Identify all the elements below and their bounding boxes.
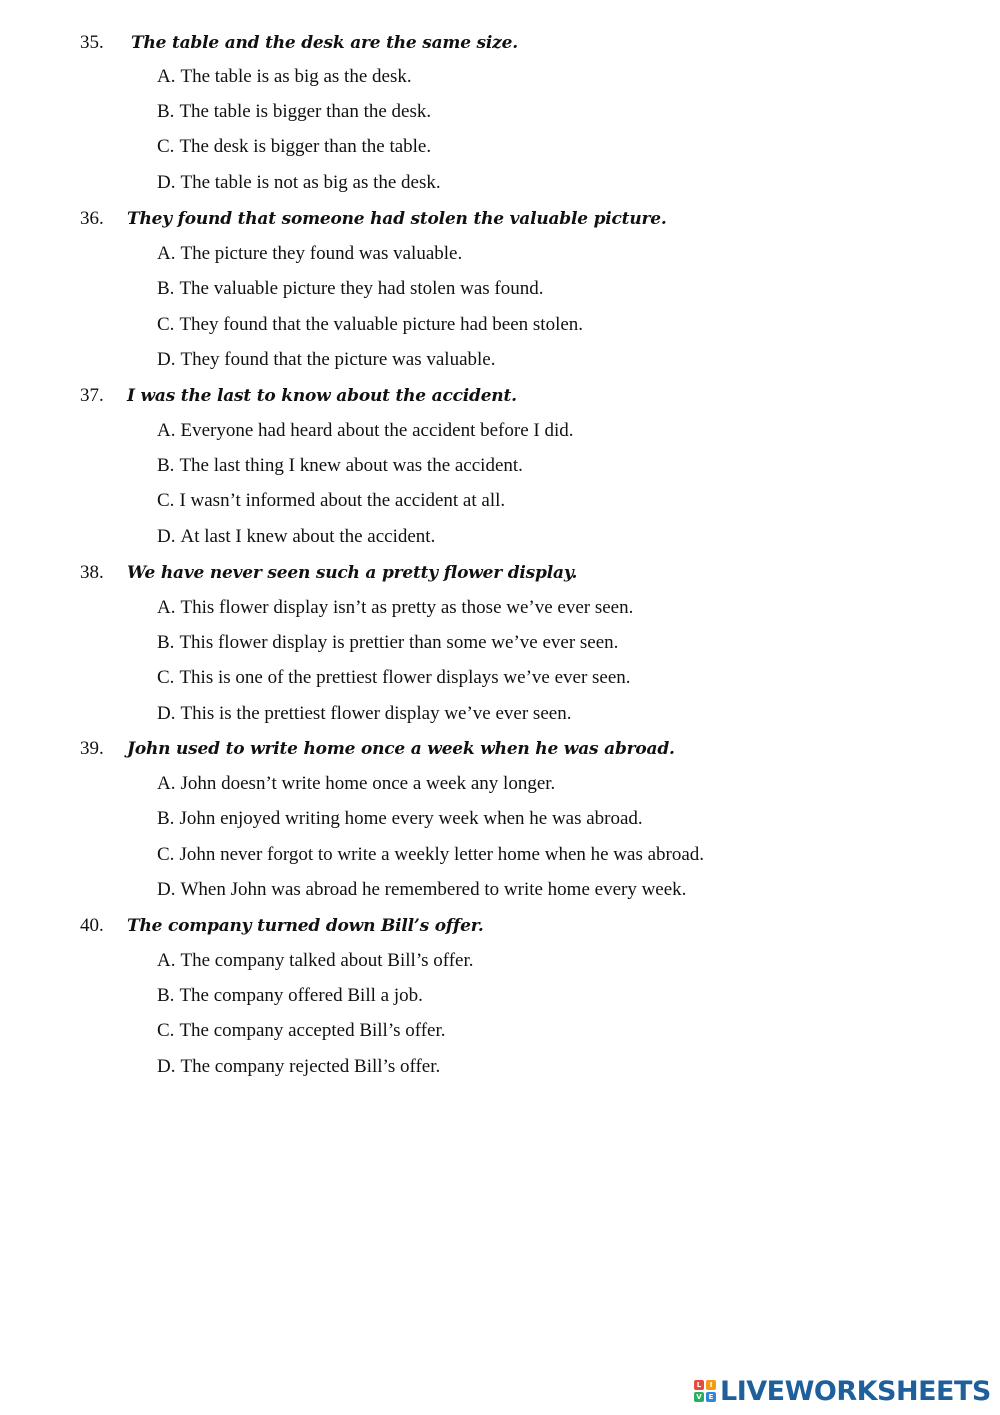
option-letter: D. — [157, 1056, 176, 1077]
option-letter: D. — [157, 349, 176, 370]
option-a[interactable] — [157, 950, 474, 972]
option-b[interactable] — [157, 101, 431, 123]
option-b[interactable] — [157, 278, 544, 300]
option-letter: B. — [157, 455, 175, 476]
watermark-text: LIVEWORKSHEETS — [720, 1375, 991, 1407]
option-letter: C. — [157, 136, 175, 157]
option-letter: A. — [157, 773, 176, 794]
liveworksheets-logo-icon — [694, 1380, 716, 1402]
option-text: The company accepted Bill’s offer. — [179, 1020, 446, 1041]
option-letter: D. — [157, 879, 176, 900]
option-text: The company talked about Bill’s offer. — [180, 950, 474, 971]
option-text: The picture they found was valuable. — [180, 243, 463, 264]
option-letter: B. — [157, 808, 175, 829]
option-d[interactable] — [157, 172, 441, 194]
logo-cell: I — [706, 1380, 716, 1390]
question-stem: The table and the desk are the same size. — [131, 33, 518, 53]
option-c[interactable] — [157, 490, 505, 512]
option-letter: B. — [157, 985, 175, 1006]
question-stem: They found that someone had stolen the valuable picture. — [127, 209, 667, 229]
question-stem: The company turned down Bill’s offer. — [127, 916, 484, 936]
option-letter: C. — [157, 490, 175, 511]
option-letter: C. — [157, 667, 175, 688]
option-letter: C. — [157, 314, 175, 335]
option-letter: A. — [157, 950, 176, 971]
option-text: The table is not as big as the desk. — [180, 172, 441, 193]
option-text: The last thing I knew about was the accident. — [179, 455, 523, 476]
option-d[interactable] — [157, 526, 435, 548]
option-text: Everyone had heard about the accident before I did. — [180, 420, 574, 441]
option-letter: C. — [157, 844, 175, 865]
option-letter: A. — [157, 66, 176, 87]
option-d[interactable] — [157, 349, 495, 371]
option-text: The table is bigger than the desk. — [179, 101, 432, 122]
option-a[interactable] — [157, 420, 574, 442]
option-text: This is the prettiest flower display we’ve ever seen. — [180, 703, 572, 724]
option-letter: B. — [157, 632, 175, 653]
option-text: The valuable picture they had stolen was found. — [179, 278, 544, 299]
question-number: 40. — [80, 915, 104, 936]
option-a[interactable] — [157, 66, 412, 88]
question-stem: John used to write home once a week when he was abroad. — [127, 739, 675, 759]
option-d[interactable] — [157, 703, 571, 725]
question-number: 35. — [80, 32, 104, 53]
question-number: 37. — [80, 385, 104, 406]
option-b[interactable] — [157, 985, 423, 1007]
option-letter: D. — [157, 172, 176, 193]
option-text: This flower display is prettier than some we’ve ever seen. — [179, 632, 619, 653]
option-d[interactable] — [157, 1056, 440, 1078]
option-c[interactable] — [157, 844, 704, 866]
option-text: They found that the picture was valuable. — [180, 349, 496, 370]
option-text: The company offered Bill a job. — [179, 985, 423, 1006]
question-stem: We have never seen such a pretty flower display. — [127, 563, 578, 583]
option-letter: D. — [157, 526, 176, 547]
option-a[interactable] — [157, 597, 633, 619]
option-c[interactable] — [157, 314, 583, 336]
option-text: The desk is bigger than the table. — [179, 136, 432, 157]
logo-cell: L — [694, 1380, 704, 1390]
option-text: I wasn’t informed about the accident at all. — [179, 490, 506, 511]
option-letter: B. — [157, 278, 175, 299]
option-text: John enjoyed writing home every week when he was abroad. — [179, 808, 643, 829]
option-letter: A. — [157, 243, 176, 264]
option-b[interactable] — [157, 455, 523, 477]
option-c[interactable] — [157, 136, 431, 158]
option-b[interactable] — [157, 808, 643, 830]
option-text: The company rejected Bill’s offer. — [180, 1056, 441, 1077]
option-text: John doesn’t write home once a week any longer. — [180, 773, 556, 794]
option-c[interactable] — [157, 1020, 446, 1042]
option-letter: B. — [157, 101, 175, 122]
option-letter: D. — [157, 703, 176, 724]
option-text: At last I knew about the accident. — [180, 526, 436, 547]
question-stem: I was the last to know about the accident. — [127, 386, 517, 406]
question-number: 39. — [80, 738, 104, 759]
option-a[interactable] — [157, 243, 462, 265]
logo-cell: V — [694, 1392, 704, 1402]
option-text: The table is as big as the desk. — [180, 66, 412, 87]
option-text: This is one of the prettiest flower displays we’ve ever seen. — [179, 667, 631, 688]
option-letter: A. — [157, 420, 176, 441]
logo-cell: E — [706, 1392, 716, 1402]
option-text: John never forgot to write a weekly letter home when he was abroad. — [179, 844, 705, 865]
option-text: They found that the valuable picture had been stolen. — [179, 314, 584, 335]
question-number: 38. — [80, 562, 104, 583]
liveworksheets-watermark — [694, 1376, 991, 1406]
question-number: 36. — [80, 208, 104, 229]
option-text: This flower display isn’t as pretty as those we’ve ever seen. — [180, 597, 634, 618]
option-c[interactable] — [157, 667, 631, 689]
option-letter: A. — [157, 597, 176, 618]
option-d[interactable] — [157, 879, 686, 901]
option-letter: C. — [157, 1020, 175, 1041]
option-a[interactable] — [157, 773, 555, 795]
option-text: When John was abroad he remembered to write home every week. — [180, 879, 687, 900]
option-b[interactable] — [157, 632, 618, 654]
